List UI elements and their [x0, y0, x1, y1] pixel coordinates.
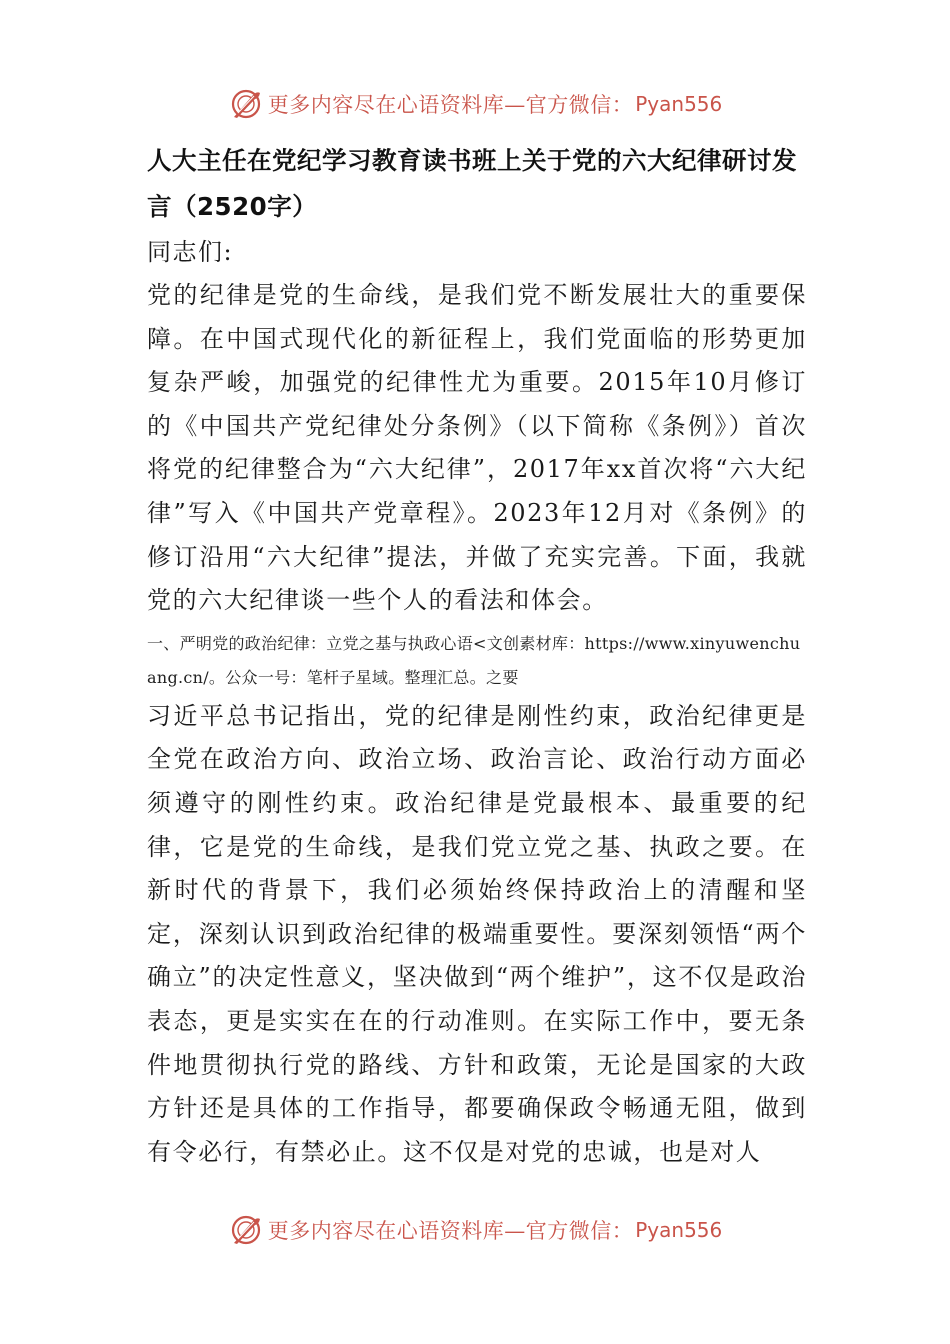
paragraph-political-discipline: 习近平总书记指出，党的纪律是刚性约束，政治纪律更是全党在政治方向、政治立场、政治言论、政治行动方面必须遵守的刚性约束。政治纪律是党最根本、最重要的纪律，它是党的生命线，是我们党立党之基、执政之要。在新时代的背景下，我们必须始终保持政治上的清醒和坚定，深刻认识到政治纪律的极端重要性。要深刻领悟“两个确立”的决定性意义，坚决做到“两个维护”，这不仅是政治表态，更是实实在在的行动准则。在实际工作中，要无条件地贯彻执行党的路线、方针和政策，无论是国家的大政方针还是具体的工作指导，都要确保政令畅通无阻，做到有令必行，有禁必止。这不仅是对党的忠诚，也是对人	[147, 701, 807, 1166]
quill-pen-logo-icon	[228, 1212, 264, 1248]
quill-pen-logo-icon	[228, 86, 264, 122]
greeting-line: 同志们:	[147, 238, 234, 266]
watermark-wechat-id: Pyan556	[635, 92, 723, 116]
watermark-banner-top	[0, 84, 950, 124]
document-title: 人大主任在党纪学习教育读书班上关于党的六大纪律研讨发言（2520字）	[147, 146, 797, 221]
paragraph-intro: 党的纪律是党的生命线，是我们党不断发展壮大的重要保障。在中国式现代化的新征程上，我们党面临的形势更加复杂严峻，加强党的纪律性尤为重要。2015年10月修订的《中国共产党纪律处分条例》（以下简称《条例》）首次将党的纪律整合为“六大纪律”，2017年xx首次将“六大纪律”写入《中国共产党章程》。2023年12月对《条例》的修订沿用“六大纪律”提法，并做了充实完善。下面，我就党的六大纪律谈一些个人的看法和体会。	[147, 281, 807, 615]
watermark-text: 更多内容尽在心语资料库—官方微信：	[267, 93, 634, 117]
watermark-text: 更多内容尽在心语资料库—官方微信：	[267, 1219, 634, 1243]
watermark-wechat-id: Pyan556	[635, 1218, 723, 1242]
section-heading-political-discipline: 一、严明党的政治纪律：立党之基与执政心语<文创素材库：https://www.xinyuwenchuang.cn/。公众一号：笔杆子星域。整理汇总。之要	[147, 633, 801, 687]
document-body	[147, 138, 807, 1174]
watermark-banner-bottom	[0, 1210, 950, 1250]
